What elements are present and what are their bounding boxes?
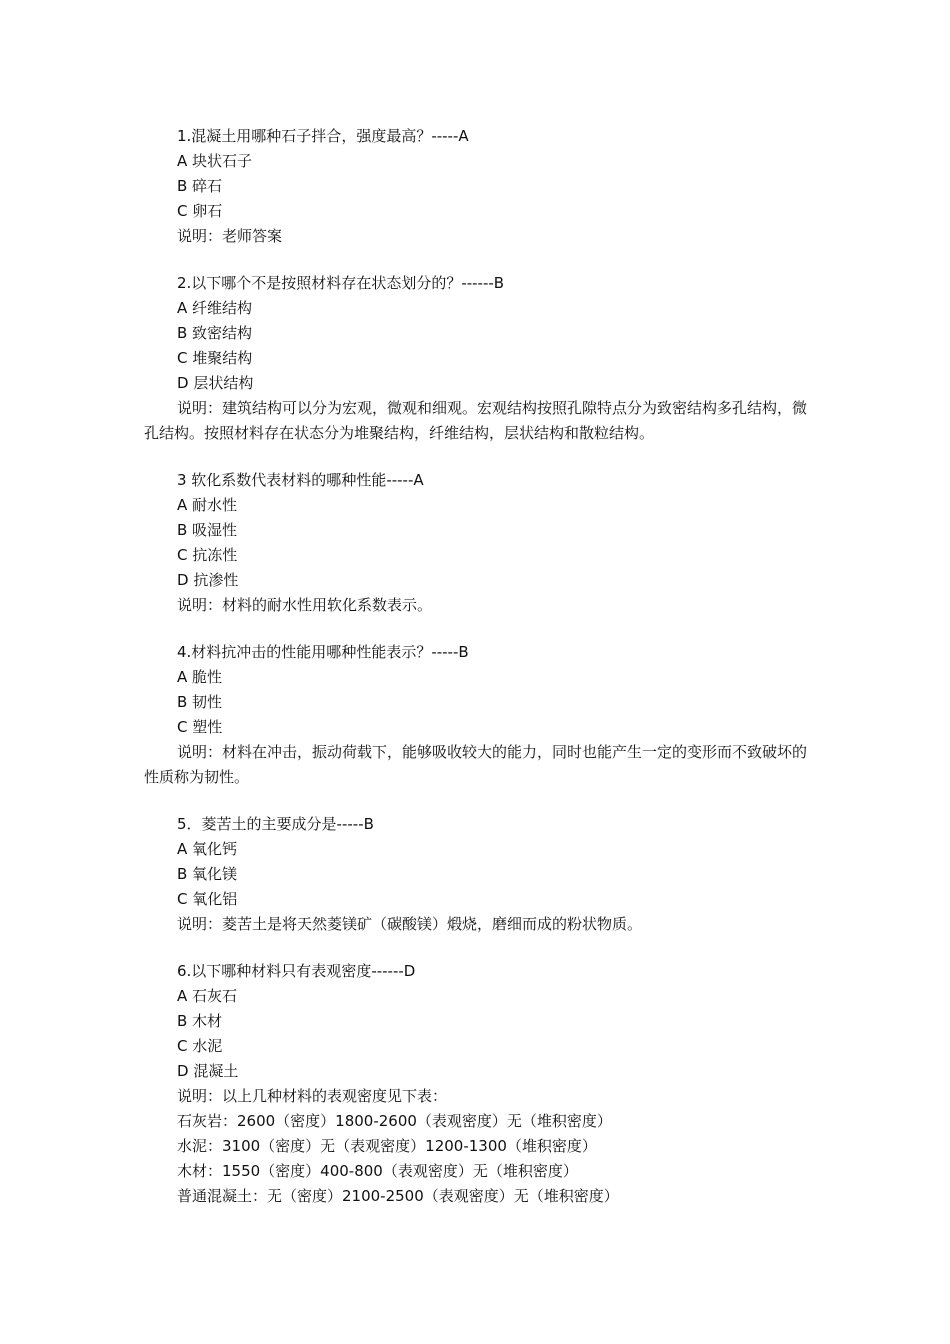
option: A 石灰石 bbox=[177, 987, 238, 1005]
explanation: 说明：菱苦土是将天然菱镁矿（碳酸镁）煅烧，磨细而成的粉状物质。 bbox=[177, 915, 643, 933]
explanation: 说明：材料的耐水性用软化系数表示。 bbox=[177, 596, 433, 614]
explanation: 说明：老师答案 bbox=[177, 227, 283, 245]
option: C 抗冻性 bbox=[177, 546, 238, 564]
option: B 吸湿性 bbox=[177, 521, 238, 539]
option: C 水泥 bbox=[177, 1037, 223, 1055]
option: B 韧性 bbox=[177, 693, 223, 711]
density-table-line: 石灰岩：2600（密度）1800-2600（表观密度）无（堆积密度） bbox=[177, 1112, 612, 1130]
option: B 致密结构 bbox=[177, 324, 253, 342]
option: C 堆聚结构 bbox=[177, 349, 253, 367]
option: A 脆性 bbox=[177, 668, 223, 686]
option: B 氧化镁 bbox=[177, 865, 238, 883]
option: D 抗渗性 bbox=[177, 571, 239, 589]
question-6 bbox=[144, 959, 814, 1209]
document-page bbox=[144, 124, 814, 1231]
density-table-line: 普通混凝土：无（密度）2100-2500（表观密度）无（堆积密度） bbox=[177, 1187, 619, 1205]
option: A 纤维结构 bbox=[177, 299, 253, 317]
explanation: 说明：建筑结构可以分为宏观，微观和细观。宏观结构按照孔隙特点分为致密结构多孔结构，微孔结构。按照材料存在状态分为堆聚结构，纤维结构，层状结构和散粒结构。 bbox=[144, 399, 808, 442]
question-title: 2.以下哪个不是按照材料存在状态划分的？------B bbox=[177, 274, 505, 292]
density-table-line: 木材：1550（密度）400-800（表观密度）无（堆积密度） bbox=[177, 1162, 578, 1180]
question-3 bbox=[144, 468, 814, 618]
question-title: 3 软化系数代表材料的哪种性能-----A bbox=[177, 471, 424, 489]
option: C 卵石 bbox=[177, 202, 223, 220]
option: A 块状石子 bbox=[177, 152, 253, 170]
question-title: 6.以下哪种材料只有表观密度------D bbox=[177, 962, 416, 980]
question-title: 5．菱苦土的主要成分是-----B bbox=[177, 815, 374, 833]
explanation: 说明：以上几种材料的表观密度见下表： bbox=[177, 1087, 448, 1105]
question-5 bbox=[144, 812, 814, 937]
option: C 塑性 bbox=[177, 718, 223, 736]
question-title: 1.混凝土用哪种石子拌合，强度最高？-----A bbox=[177, 127, 469, 145]
option: D 层状结构 bbox=[177, 374, 254, 392]
density-table-line: 水泥：3100（密度）无（表观密度）1200-1300（堆积密度） bbox=[177, 1137, 597, 1155]
question-4 bbox=[144, 640, 814, 790]
option: D 混凝土 bbox=[177, 1062, 239, 1080]
explanation: 说明：材料在冲击，振动荷载下，能够吸收较大的能力，同时也能产生一定的变形而不致破坏的性质称为韧性。 bbox=[144, 743, 808, 786]
question-2 bbox=[144, 271, 814, 446]
option: B 木材 bbox=[177, 1012, 223, 1030]
option: B 碎石 bbox=[177, 177, 223, 195]
option: A 氧化钙 bbox=[177, 840, 238, 858]
option: A 耐水性 bbox=[177, 496, 238, 514]
option: C 氧化铝 bbox=[177, 890, 238, 908]
question-title: 4.材料抗冲击的性能用哪种性能表示？-----B bbox=[177, 643, 469, 661]
question-1 bbox=[144, 124, 814, 249]
